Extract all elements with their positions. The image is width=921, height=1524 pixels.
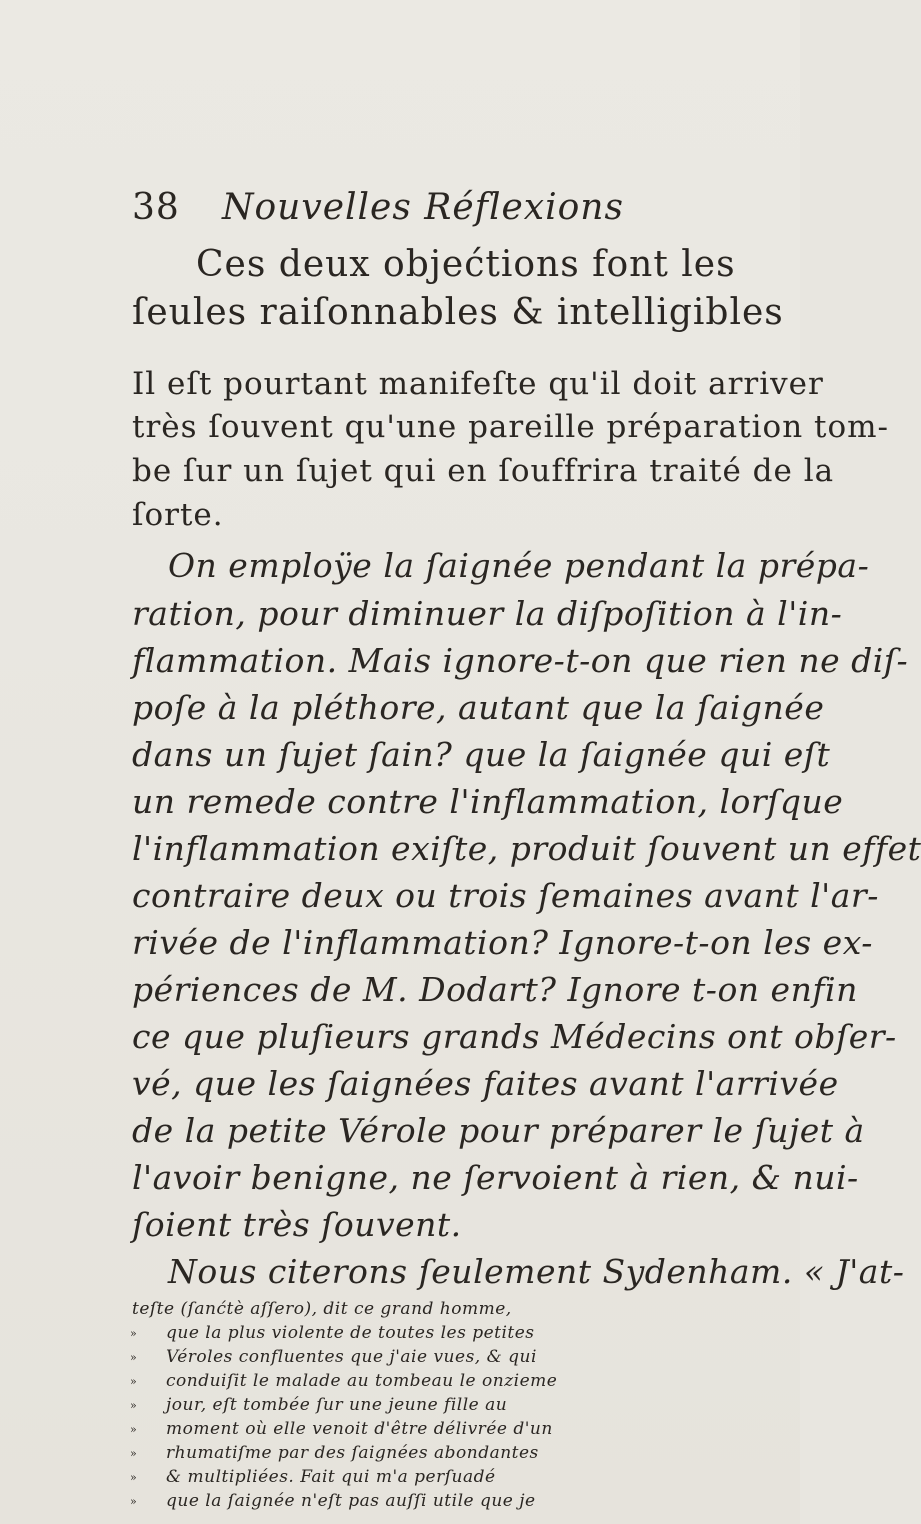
text-line: l'inflammation exiſte, produit ſouvent un effet: [132, 829, 921, 868]
text-line: très ſouvent qu'une pareille préparation tom-: [132, 409, 890, 445]
quote-mark: »: [130, 1351, 137, 1364]
running-title: Nouvelles Réflexions: [222, 187, 624, 228]
text-line: dans un ſujet ſain? que la ſaignée qui eſt: [132, 735, 831, 774]
text-line: flammation. Mais ignore-t-on que rien ne diſ-: [132, 641, 909, 680]
text-line: ſeules raiſonnables & intelligibles: [132, 292, 784, 333]
quote-mark: »: [130, 1495, 137, 1508]
text-line: poſe à la pléthore, autant que la ſaignée: [132, 688, 825, 727]
text-line: ſorte.: [132, 497, 224, 533]
text-line: conduiſit le malade au tombeau le onzieme: [166, 1371, 558, 1391]
running-header: [132, 185, 692, 231]
text-line: ſoient très ſouvent.: [132, 1205, 462, 1244]
text-line: contraire deux ou trois ſemaines avant l'ar-: [132, 876, 879, 915]
quote-mark: »: [130, 1471, 137, 1484]
text-line: jour, eſt tombée ſur une jeune fille au: [166, 1395, 508, 1415]
text-line: Ces deux objećtions font les: [196, 244, 736, 285]
quote-mark: »: [130, 1399, 137, 1412]
text-line: & multipliées. Fait qui m'a perſuadé: [166, 1467, 496, 1487]
page-number: 38: [132, 187, 180, 228]
text-line: un remede contre l'inflammation, lorſque: [132, 782, 844, 821]
text-line: rhumatiſme par des ſaignées abondantes: [166, 1443, 539, 1463]
text-line: l'avoir benigne, ne ſervoient à rien, & nui-: [132, 1158, 859, 1197]
quote-mark: »: [130, 1447, 137, 1460]
text-line: de la petite Vérole pour préparer le ſujet à: [132, 1111, 865, 1150]
text-line: rivée de l'inflammation? Ignore-t-on les ex-: [132, 923, 873, 962]
text-line: périences de M. Dodart? Ignore t-on enfin: [132, 970, 858, 1009]
text-line: Véroles confluentes que j'aie vues, & qui: [166, 1347, 537, 1367]
text-line: On emploÿe la ſaignée pendant la prépa-: [168, 546, 870, 585]
text-line: Il eſt pourtant manifeſte qu'il doit arriver: [132, 366, 824, 402]
text-line: ce que pluſieurs grands Médecins ont obſer-: [132, 1017, 897, 1056]
quote-mark: »: [130, 1327, 137, 1340]
quote-mark: »: [130, 1375, 137, 1388]
text-line: Nous citerons ſeulement Sydenham. « J'at-: [168, 1252, 905, 1291]
text-line: que la ſaignée n'eſt pas auſſi utile que je: [166, 1491, 536, 1511]
text-line: ration, pour diminuer la diſpoſition à l'in-: [132, 594, 843, 633]
text-line: que la plus violente de toutes les petites: [166, 1323, 535, 1343]
quote-mark: »: [130, 1423, 137, 1436]
text-line: vé, que les ſaignées faites avant l'arrivée: [132, 1064, 839, 1103]
text-line: moment où elle venoit d'être délivrée d'un: [166, 1419, 553, 1439]
text-line: be ſur un ſujet qui en ſouffrira traité de la: [132, 453, 835, 489]
text-line: teſte (ſanćtè aſſero), dit ce grand homme,: [132, 1299, 512, 1319]
